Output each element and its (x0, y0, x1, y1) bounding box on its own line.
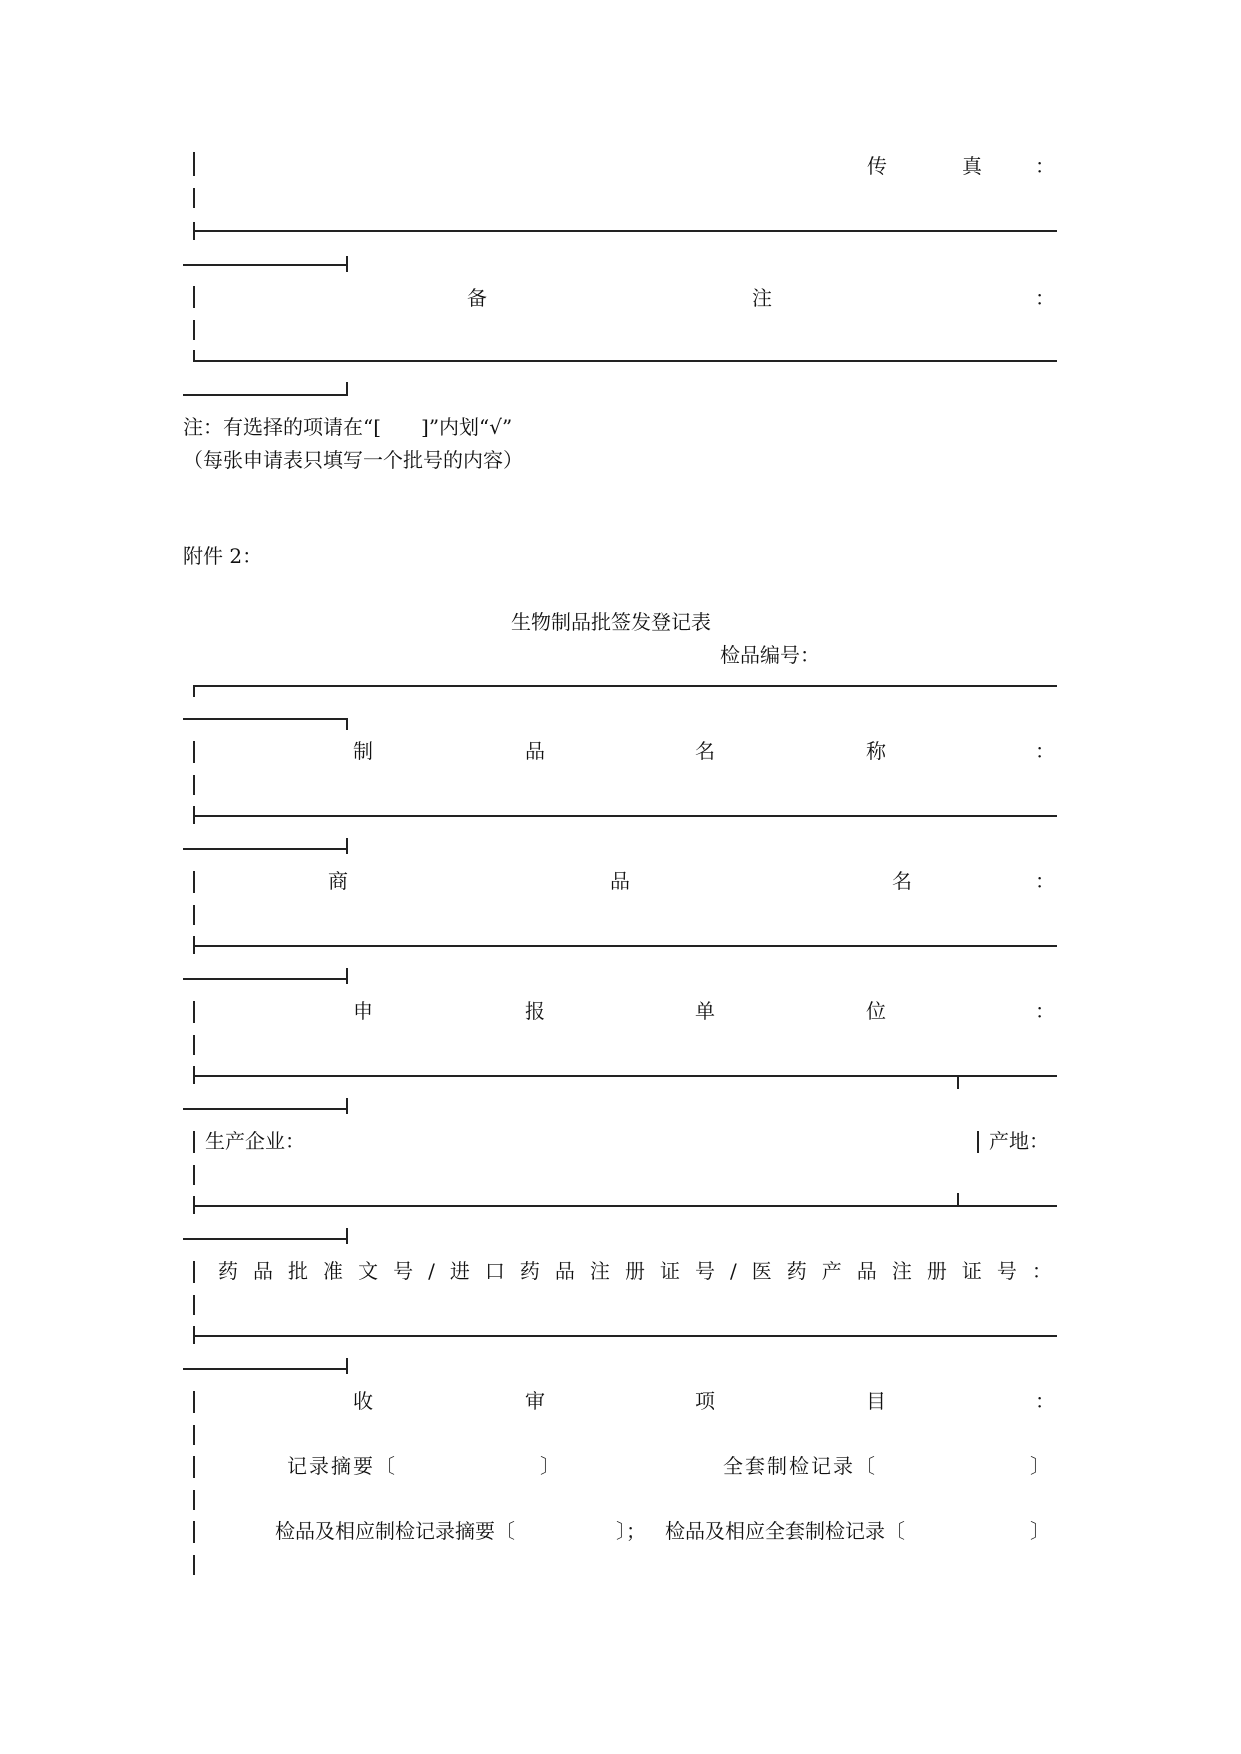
batch-note: （每张申请表只填写一个批号的内容） (183, 448, 523, 472)
applicant-label-1: 申 (353, 999, 373, 1023)
row-divider-wrap (183, 718, 348, 720)
row-divider (193, 815, 1057, 817)
row-divider-end (346, 256, 348, 272)
row-divider-wrap (183, 1368, 348, 1370)
remarks-label-2: 注 (752, 286, 772, 310)
row-divider-wrap (183, 1108, 348, 1110)
review-items-label-2: 审 (525, 1389, 545, 1413)
table-border-left (193, 871, 195, 893)
trade-name-label-2: 品 (610, 869, 630, 893)
origin-label: 产地： (989, 1129, 1049, 1153)
row-divider-end (346, 968, 348, 984)
table-border-left (193, 1001, 195, 1023)
product-name-colon: ： (1035, 739, 1055, 763)
row-divider-wrap (183, 394, 348, 396)
row-divider (193, 1335, 1057, 1337)
table-border-left (193, 320, 195, 340)
option-record-summary: 记录摘要〔 (287, 1454, 397, 1478)
review-items-label-1: 收 (353, 1389, 373, 1413)
applicant-label-3: 单 (695, 999, 715, 1023)
row-divider-end (346, 1228, 348, 1244)
approval-number-label: 药 品 批 准 文 号 / 进 口 药 品 注 册 证 号 / 医 药 产 品 注 册 证 号 ： (218, 1259, 1052, 1283)
row-divider (193, 230, 1057, 232)
option-full-records: 全套制检记录〔 (723, 1454, 877, 1478)
table-border-left (193, 1425, 195, 1445)
row-divider-end (346, 718, 348, 730)
fax-label: 传 真 (867, 154, 982, 178)
column-divider (977, 1131, 979, 1153)
table-border-left (193, 1295, 195, 1315)
review-items-label-3: 项 (695, 1389, 715, 1413)
trade-name-label-3: 名 (892, 869, 912, 893)
option-sample-full: 检品及相应全套制检记录〔 (665, 1519, 905, 1543)
applicant-label-2: 报 (525, 999, 545, 1023)
product-name-label-1: 制 (353, 739, 373, 763)
column-divider-top (957, 1075, 959, 1089)
product-name-label-3: 名 (695, 739, 715, 763)
row-divider (193, 1075, 1057, 1077)
option-record-summary-checkbox[interactable]: 〕 (540, 1454, 560, 1478)
table-border-left (193, 905, 195, 925)
applicant-colon: ： (1035, 999, 1055, 1023)
form-title: 生物制品批签发登记表 (511, 610, 711, 634)
table-top-corner (193, 685, 195, 697)
table-border-left (193, 152, 195, 176)
table-border-left (193, 188, 195, 208)
table-border-left (193, 775, 195, 795)
row-divider (193, 945, 1057, 947)
row-divider-end (346, 838, 348, 854)
annex-label: 附件 2： (183, 544, 263, 568)
option-full-records-checkbox[interactable]: 〕 (1030, 1454, 1050, 1478)
table-border-left (193, 1521, 195, 1543)
table-border-left (193, 1456, 195, 1478)
table-border-left (193, 1165, 195, 1185)
table-border-left (193, 741, 195, 763)
row-divider-end (346, 1098, 348, 1114)
option-sample-summary-checkbox[interactable]: 〕； (616, 1519, 646, 1543)
table-border-left (193, 286, 195, 308)
manufacturer-label: 生产企业： (205, 1129, 305, 1153)
row-divider-end (346, 382, 348, 396)
row-divider-wrap (183, 848, 348, 850)
selection-note: 注：有选择的项请在“[ ]”内划“√” (183, 415, 513, 439)
row-divider-wrap (183, 264, 348, 266)
applicant-label-4: 位 (866, 999, 886, 1023)
table-top-border (193, 685, 1057, 687)
review-items-colon: ： (1035, 1389, 1055, 1413)
table-border-left (193, 1490, 195, 1510)
table-border-left (193, 1035, 195, 1055)
row-divider (193, 360, 1057, 362)
row-divider-wrap (183, 1238, 348, 1240)
option-sample-summary: 检品及相应制检记录摘要〔 (275, 1519, 515, 1543)
trade-name-label-1: 商 (328, 869, 348, 893)
row-divider (193, 1205, 1057, 1207)
column-divider-bottom (957, 1193, 959, 1207)
trade-name-colon: ： (1035, 869, 1055, 893)
remarks-label-1: 备 (467, 286, 487, 310)
remarks-colon: ： (1035, 286, 1055, 310)
table-border-left (193, 1555, 195, 1575)
row-divider-wrap (183, 978, 348, 980)
table-border-left (193, 1391, 195, 1413)
table-border-left (193, 1261, 195, 1283)
option-sample-full-checkbox[interactable]: 〕 (1030, 1519, 1050, 1543)
product-name-label-2: 品 (525, 739, 545, 763)
product-name-label-4: 称 (866, 739, 886, 763)
table-border-left (193, 1131, 195, 1153)
review-items-label-4: 目 (866, 1389, 886, 1413)
fax-colon: ： (1035, 154, 1055, 178)
sample-number-label: 检品编号： (720, 643, 820, 667)
row-divider-end (346, 1358, 348, 1374)
